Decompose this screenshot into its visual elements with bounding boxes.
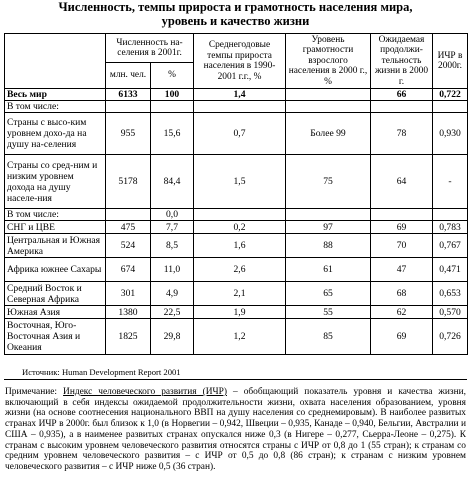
cell-literacy — [286, 89, 371, 101]
cell-mln — [106, 101, 151, 113]
header-growth: Среднегодовые темпы прироста населения в 1990-2001 г.г., % — [194, 34, 286, 89]
cell-mln: 475 — [106, 221, 151, 234]
cell-hdi: 0,570 — [433, 306, 468, 319]
header-empty-cell — [5, 34, 106, 89]
cell-life: 70 — [371, 234, 433, 258]
cell-label: Страны со сред-ним и низким уровнем дохода на душу населе-ния — [5, 155, 106, 209]
cell-hdi: 0,653 — [433, 282, 468, 306]
cell-label: Африка южнее Сахары — [5, 258, 106, 282]
cell-growth — [194, 209, 286, 221]
cell-label: Южная Азия — [5, 306, 106, 319]
cell-mln: 5178 — [106, 155, 151, 209]
cell-hdi: - — [433, 155, 468, 209]
note-box — [4, 379, 467, 496]
cell-literacy: 55 — [286, 306, 371, 319]
note-body: – обобщающий показатель уровня и качества жизни, включающий в себя индексы ожидаемой продолжительности жизни, охвата населения образованием, уровня жизни (на основе соотнесения национального ВВП на душу населения со среднемировым). В наиболее развитых странах ИЧР в 2000г. был близок к 1,0 (в Норвегии – 0,942, Швеции – 0,935, Канаде – 0,940, Бельгии, Австралии и США – 0,935), а в наименее развитых странах опускался ниже 0,3 (в Нигере – 0,277, Сьерра-Леоне – 0,275). К странам с высоким уровнем человеческого развития относятся страны с ИЧР от 0,8 до 1 (55 стран); к странам со средним уровнем человеческого развития – с ИЧР от 0,5 до 0,8 (86 стран); к странам с низким уровнем человеческого развития – с ИЧР ниже 0,5 (36 стран). — [5, 387, 466, 472]
cell-hdi: 0,767 — [433, 234, 468, 258]
header-population: Численность на-селения в 2001г. — [106, 34, 194, 63]
cell-life: 69 — [371, 319, 433, 355]
cell-life: 64 — [371, 155, 433, 209]
cell-label: Весь мир — [5, 89, 106, 101]
cell-mln: 674 — [106, 258, 151, 282]
cell-literacy: Более 99 — [286, 113, 371, 155]
cell-growth: 2,1 — [194, 282, 286, 306]
table-row — [5, 113, 468, 155]
table-row — [5, 209, 468, 221]
cell-growth: 0,2 — [194, 221, 286, 234]
cell-pct: 7,7 — [151, 221, 194, 234]
cell-growth: 1,2 — [194, 319, 286, 355]
header-life-expectancy: Ожидаемая продолжи-тельность жизни в 2000 г. — [371, 34, 433, 89]
cell-mln: 301 — [106, 282, 151, 306]
cell-pct — [151, 101, 194, 113]
table-row — [5, 234, 468, 258]
header-unit-mln: млн. чел. — [106, 63, 151, 89]
cell-literacy: 97 — [286, 221, 371, 234]
cell-life — [371, 101, 433, 113]
cell-label: Средний Восток и Северная Африка — [5, 282, 106, 306]
title-line-1: Численность, темпы прироста и грамотность населения мира, — [58, 0, 413, 14]
cell-growth: 1,5 — [194, 155, 286, 209]
table-row — [5, 282, 468, 306]
table-row — [5, 101, 468, 113]
cell-hdi: 0,783 — [433, 221, 468, 234]
table-body — [5, 89, 468, 355]
title-line-2: уровень и качество жизни — [161, 14, 310, 28]
cell-label: Страны с высо-ким уровнем дохо-да на душу на-селения — [5, 113, 106, 155]
note-prefix: Примечание: — [5, 387, 64, 397]
page-title — [0, 0, 471, 28]
cell-life: 78 — [371, 113, 433, 155]
cell-literacy: 75 — [286, 155, 371, 209]
table-row — [5, 306, 468, 319]
cell-pct: 22,5 — [151, 306, 194, 319]
cell-growth — [194, 101, 286, 113]
cell-label: В том числе: — [5, 209, 106, 221]
cell-life: 69 — [371, 221, 433, 234]
source-line: Источник: Human Development Report 2001 — [22, 367, 181, 377]
cell-pct: 29,8 — [151, 319, 194, 355]
cell-pct: 0,0 — [151, 209, 194, 221]
cell-label: Восточная, Юго-Восточная Азия и Океания — [5, 319, 106, 355]
cell-pct: 15,6 — [151, 113, 194, 155]
cell-life: 47 — [371, 258, 433, 282]
cell-hdi: 0,726 — [433, 319, 468, 355]
cell-label: СНГ и ЦВЕ — [5, 221, 106, 234]
cell-growth: 2,6 — [194, 258, 286, 282]
cell-life: 68 — [371, 282, 433, 306]
cell-literacy — [286, 101, 371, 113]
data-table — [4, 33, 468, 355]
cell-growth: 1,9 — [194, 306, 286, 319]
cell-mln: 524 — [106, 234, 151, 258]
cell-literacy: 85 — [286, 319, 371, 355]
note-term: Индекс человеческого развития (ИЧР) — [63, 387, 227, 397]
cell-growth: 1,6 — [194, 234, 286, 258]
cell-growth: 0,7 — [194, 113, 286, 155]
cell-pct: 4,9 — [151, 282, 194, 306]
cell-mln: 6133 — [106, 89, 151, 101]
cell-hdi — [433, 101, 468, 113]
cell-hdi: 0,930 — [433, 113, 468, 155]
table-row — [5, 258, 468, 282]
cell-life: 66 — [371, 89, 433, 101]
data-table-wrapper — [4, 33, 467, 355]
cell-pct: 11,0 — [151, 258, 194, 282]
cell-pct: 8,5 — [151, 234, 194, 258]
cell-growth: 1,4 — [194, 89, 286, 101]
header-hdi: ИЧР в 2000г. — [433, 34, 468, 89]
header-unit-pct: % — [151, 63, 194, 89]
cell-literacy: 61 — [286, 258, 371, 282]
cell-mln — [106, 209, 151, 221]
table-row — [5, 319, 468, 355]
cell-mln: 1825 — [106, 319, 151, 355]
table-row — [5, 89, 468, 101]
cell-life: 62 — [371, 306, 433, 319]
cell-pct: 100 — [151, 89, 194, 101]
cell-literacy — [286, 209, 371, 221]
table-row — [5, 155, 468, 209]
cell-pct: 84,4 — [151, 155, 194, 209]
cell-label: В том числе: — [5, 101, 106, 113]
header-literacy: Уровень грамотности взрослого населения в 2000 г., % — [286, 34, 371, 89]
cell-hdi: 0,722 — [433, 89, 468, 101]
table-row — [5, 221, 468, 234]
cell-literacy: 88 — [286, 234, 371, 258]
cell-mln: 955 — [106, 113, 151, 155]
cell-hdi — [433, 209, 468, 221]
cell-life — [371, 209, 433, 221]
cell-mln: 1380 — [106, 306, 151, 319]
cell-literacy: 65 — [286, 282, 371, 306]
cell-label: Центральная и Южная Америка — [5, 234, 106, 258]
cell-hdi: 0,471 — [433, 258, 468, 282]
